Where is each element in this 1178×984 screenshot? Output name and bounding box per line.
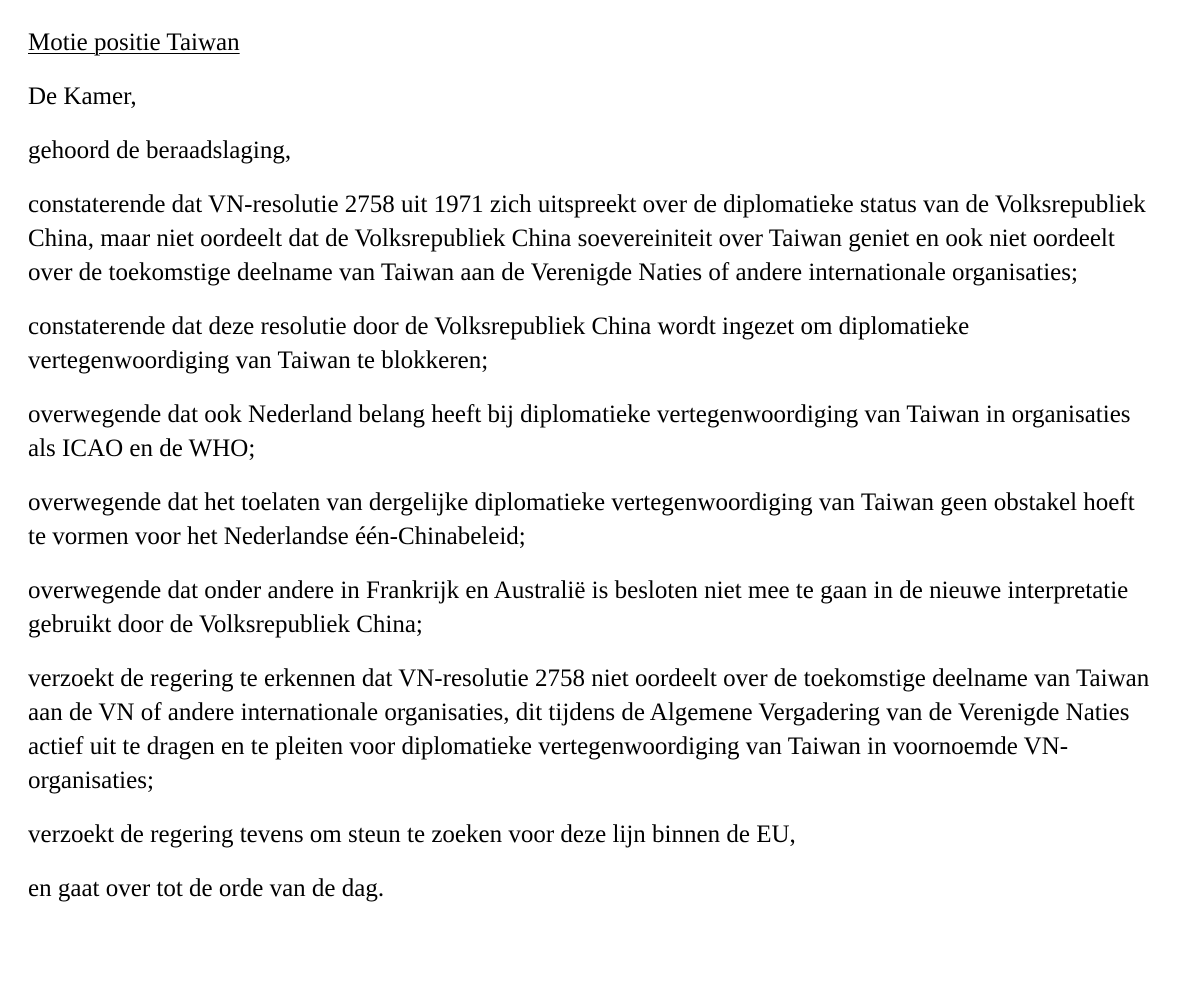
motion-title: Motie positie Taiwan	[28, 29, 240, 56]
whereas-clause-2: constaterende dat deze resolutie door de Volksrepubliek China wordt ingezet om diplomatieke vertegenwoordiging van Taiwan te blokkeren;	[28, 313, 970, 374]
considering-clause-3: overwegende dat onder andere in Frankrijk en Australië is besloten niet mee te gaan in de nieuwe interpretatie gebruikt door de Volksrepubliek China;	[28, 577, 1129, 638]
whereas-clause-1: constaterende dat VN-resolutie 2758 uit 1971 zich uitspreekt over de diplomatieke status van de Volksrepubliek China, maar niet oordeelt dat de Volksrepubliek China soevereiniteit over Taiwan geniet en ook niet oordeelt over de toekomstige deelname van Taiwan aan de Verenigde Naties of andere internationale organisaties;	[28, 191, 1146, 286]
closing-line: en gaat over tot de orde van de dag.	[28, 875, 385, 902]
salutation: De Kamer,	[28, 83, 137, 110]
request-clause-2: verzoekt de regering tevens om steun te zoeken voor deze lijn binnen de EU,	[28, 821, 796, 848]
considering-clause-1: overwegende dat ook Nederland belang heeft bij diplomatieke vertegenwoordiging van Taiwan in organisaties als ICAO en de WHO;	[28, 401, 1131, 462]
considering-clause-2: overwegende dat het toelaten van dergelijke diplomatieke vertegenwoordiging van Taiwan geen obstakel hoeft te vormen voor het Nederlandse één-Chinabeleid;	[28, 489, 1135, 550]
preamble-heard: gehoord de beraadslaging,	[28, 137, 292, 164]
request-clause-1: verzoekt de regering te erkennen dat VN-resolutie 2758 niet oordeelt over de toekomstige deelname van Taiwan aan de VN of andere internationale organisaties, dit tijdens de Algemene Vergadering van de Verenigde Naties actief uit te dragen en te pleiten voor diplomatieke vertegenwoordiging van Taiwan in voornoemde VN-organisaties;	[28, 665, 1150, 794]
